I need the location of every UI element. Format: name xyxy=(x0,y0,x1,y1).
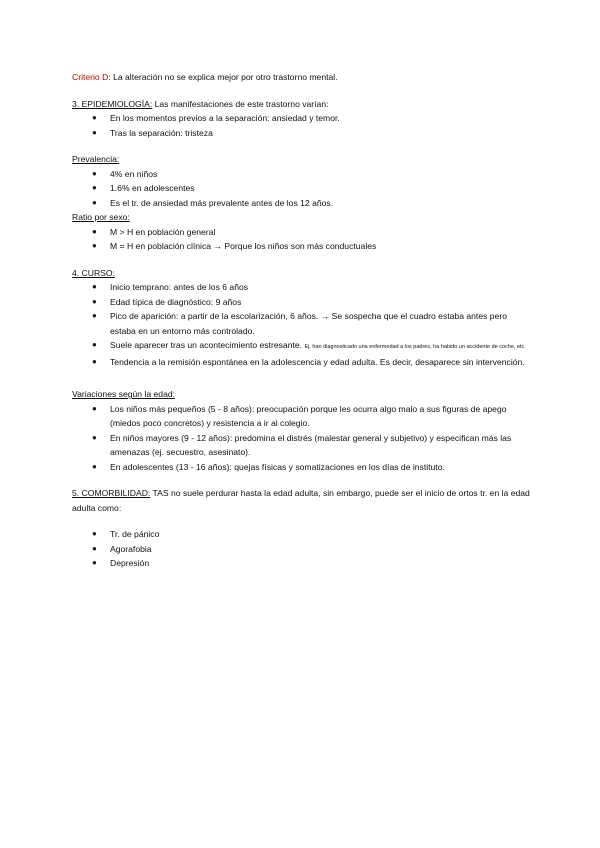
criterio-d-text: : La alteración no se explica mejor por otro trastorno mental. xyxy=(108,72,338,82)
bullet-icon: ● xyxy=(92,356,97,366)
epidemiologia-heading: 3. EPIDEMIOLOGÍA: xyxy=(72,98,153,109)
bullet-icon: ● xyxy=(92,529,97,538)
list-item: ● Edad típica de diagnóstico: 9 años xyxy=(72,295,532,310)
bullet-icon: ● xyxy=(92,226,97,236)
epidemiologia-paragraph xyxy=(72,97,532,112)
list-item: ● En adolescentes (13 - 16 años): quejas físicas y somatizaciones en los días de instituto. xyxy=(72,460,532,475)
bullet-icon: ● xyxy=(92,282,97,291)
list-item: ● Pico de aparición: a partir de la escolarización, 6 años. → Se sospecha que el cuadro estaba antes pero estaba en un entorno más controlado. xyxy=(92,311,507,336)
suele-text: Suele aparecer tras un acontecimiento estresante. xyxy=(110,340,303,350)
list-item: ● M = H en población clínica → Porque los niños son más conductuales xyxy=(72,239,532,254)
bullet-icon: ● xyxy=(92,558,97,567)
variaciones-list xyxy=(72,402,532,475)
epidemiologia-intro: Las manifestaciones de este trastorno varían: xyxy=(152,98,329,109)
list-item: ● En niños mayores (9 - 12 años): predomina el distrés (malestar general y subjetivo) y especifican más las amenazas (ej. secuestro, asesinato). xyxy=(92,432,512,457)
list-item: ● Inicio temprano: antes de los 6 años xyxy=(72,280,532,295)
comorbilidad-heading: 5. COMORBILIDAD: xyxy=(72,488,151,498)
list-item: ● Tendencia a la remisión espontánea en la adolescencia y edad adulta. Es decir, desaparece sin intervención. xyxy=(72,355,532,370)
list-item: ● M > H en población general xyxy=(72,225,532,240)
epidemiologia-list xyxy=(72,111,532,140)
bullet-icon: ● xyxy=(92,340,97,349)
bullet-icon: ● xyxy=(92,183,97,192)
bullet-icon: ● xyxy=(92,168,97,178)
bullet-icon: ● xyxy=(92,461,97,471)
list-item: ● Depresión xyxy=(72,556,532,571)
list-item: ● Tr. de pánico xyxy=(72,527,532,542)
list-item: ● Tras la separación: tristeza xyxy=(72,126,532,141)
list-item: ● 1.6% en adolescentes xyxy=(72,181,532,196)
criterio-d-label: Criterio D xyxy=(72,72,109,82)
ratio-heading: Ratio por sexo: xyxy=(72,212,130,222)
bullet-icon: ● xyxy=(92,403,97,413)
bullet-icon: ● xyxy=(92,113,97,122)
list-item: ● Los niños más pequeños (5 - 8 años): preocupación porque les ocurra algo malo a sus figuras de apego (miedos poco concretos) y resistencia a ir al colegio. xyxy=(92,403,507,428)
bullet-icon: ● xyxy=(92,432,97,442)
comorbilidad-paragraph xyxy=(72,486,532,515)
ratio-list xyxy=(72,225,532,254)
bullet-icon: ● xyxy=(92,197,97,207)
list-item: ● Agorafobia xyxy=(72,542,532,557)
list-item: ● 4% en niños xyxy=(72,167,532,182)
bullet-icon: ● xyxy=(92,127,97,137)
bullet-icon: ● xyxy=(92,241,97,250)
document-page xyxy=(72,70,532,571)
bullet-icon: ● xyxy=(92,543,97,553)
list-item xyxy=(72,338,532,355)
variaciones-heading: Variaciones según la edad: xyxy=(72,389,176,399)
list-item: ● En los momentos previos a la separación: ansiedad y temor. xyxy=(72,111,532,126)
bullet-icon: ● xyxy=(92,311,97,320)
suele-note: Ej. han diagnosticado una enfermedad a los padres, ha habido un accidente de coche, etc. xyxy=(304,344,526,350)
curso-list xyxy=(72,280,532,369)
criterio-d-paragraph xyxy=(72,70,532,85)
list-item: ● Es el tr. de ansiedad más prevalente antes de los 12 años. xyxy=(72,196,532,211)
comorbilidad-list xyxy=(72,527,532,571)
bullet-icon: ● xyxy=(92,296,97,306)
prevalencia-heading: Prevalencia: xyxy=(72,154,120,164)
prevalencia-list xyxy=(72,167,532,211)
curso-heading: 4. CURSO: xyxy=(72,267,115,278)
comorbilidad-intro: TAS no suele perdurar hasta la edad adulta, sin embargo, puede ser el inicio de ortos tr. en la edad adulta como: xyxy=(72,488,530,513)
